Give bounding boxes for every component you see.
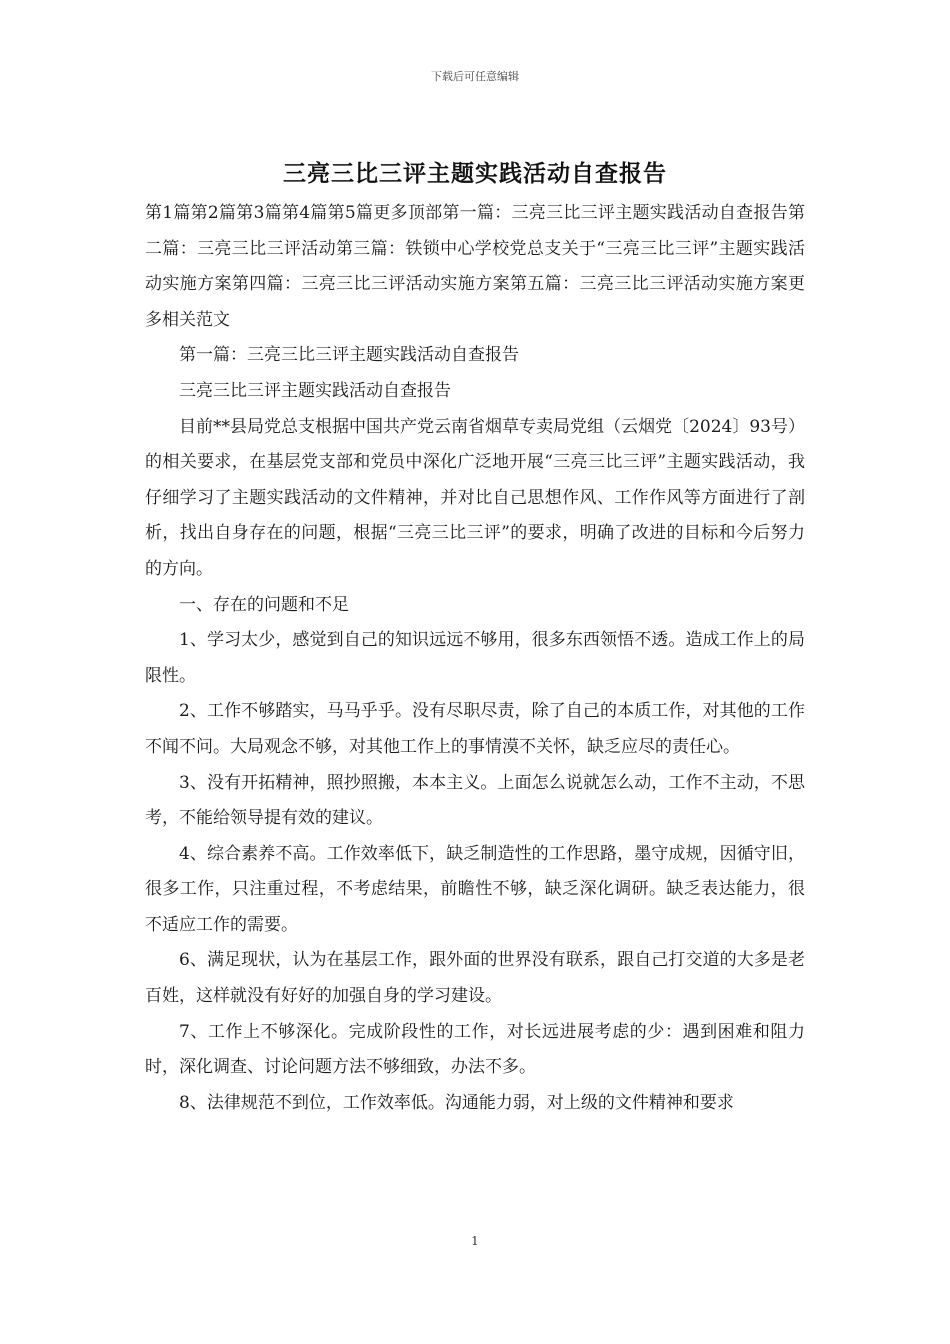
body-paragraph: 1、学习太少，感觉到自己的知识远远不够用，很多东西领悟不透。造成工作上的局限性。 <box>145 630 805 686</box>
body-paragraph: 目前**县局党总支根据中国共产党云南省烟草专卖局党组（云烟党〔2024〕93号）的相关要求，在基层党支部和党员中深化广泛地开展“三亮三比三评”主题实践活动，我仔细学习了主题实践活动的文件精神，并对比自己思想作风、工作作风等方面进行了剖析，找出自身存在的问题，根据“三亮三比三评”的要求，明确了改进的目标和今后努力的方向。 <box>145 416 805 579</box>
body-paragraph: 3、没有开拓精神，照抄照搬，本本主义。上面怎么说就怎么动，工作不主动，不思考，不能给领导提有效的建议。 <box>145 772 805 829</box>
document-body <box>145 196 805 1121</box>
document-title: 三亮三比三评主题实践活动自查报告 <box>283 160 667 187</box>
page-number: 1 <box>471 1234 479 1248</box>
body-paragraph: 6、满足现状，认为在基层工作，跟外面的世界没有联系，跟自己打交道的大多是老百姓，这样就没有好好的加强自身的学习建设。 <box>145 950 805 1007</box>
body-paragraph: 2、工作不够踏实，马马乎乎。没有尽职尽责，除了自己的本质工作，对其他的工作不闻不问。大局观念不够，对其他工作上的事情漠不关怀，缺乏应尽的责任心。 <box>145 701 805 757</box>
page-header-note: 下载后可任意编辑 <box>431 70 519 83</box>
body-paragraph: 4、综合素养不高。工作效率低下，缺乏制造性的工作思路，墨守成规，因循守旧，很多工作，只注重过程，不考虑结果，前瞻性不够，缺乏深化调研。缺乏表达能力，很不适应工作的需要。 <box>145 843 805 935</box>
section-heading: 一、存在的问题和不足 <box>179 594 349 615</box>
body-paragraph: 第一篇：三亮三比三评主题实践活动自查报告 <box>179 345 519 366</box>
body-paragraph: 8、法律规范不到位，工作效率低。沟通能力弱，对上级的文件精神和要求 <box>179 1092 734 1113</box>
body-paragraph: 7、工作上不够深化。完成阶段性的工作，对长远进展考虑的少：遇到困难和阻力时，深化调查、讨论问题方法不够细致，办法不多。 <box>145 1021 805 1078</box>
toc-paragraph: 第1篇第2篇第3篇第4篇第5篇更多顶部第一篇：三亮三比三评主题实践活动自查报告第二篇：三亮三比三评活动第三篇：铁锁中心学校党总支关于“三亮三比三评”主题实践活动实施方案第四篇：三亮三比三评活动实施方案第五篇：三亮三比三评活动实施方案更多相关范文 <box>145 203 805 330</box>
body-paragraph: 三亮三比三评主题实践活动自查报告 <box>179 380 451 401</box>
